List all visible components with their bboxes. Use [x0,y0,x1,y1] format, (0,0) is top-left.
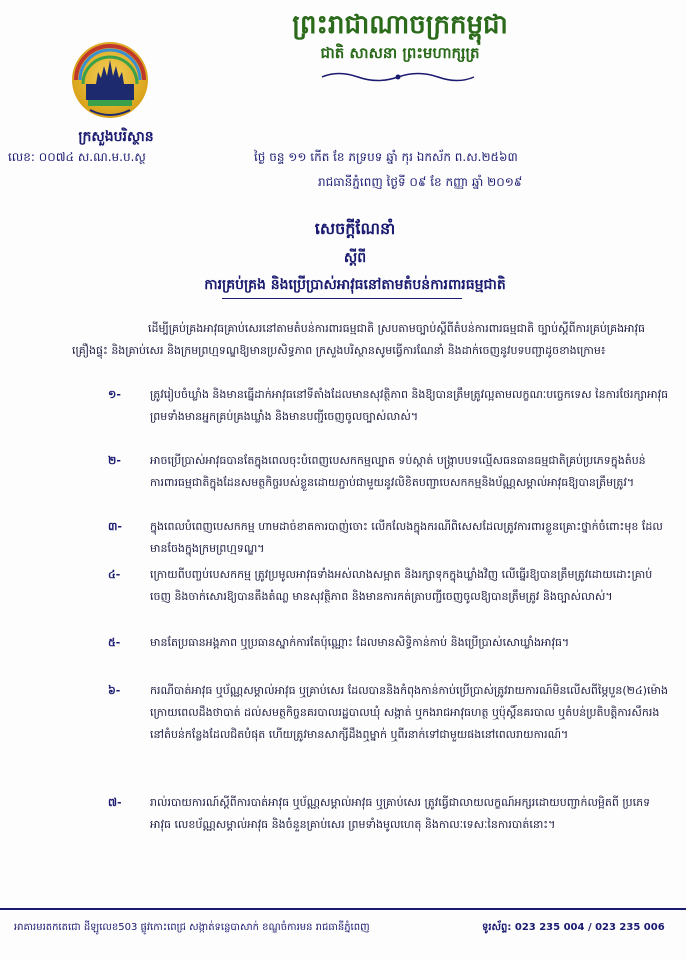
title-about: ស្តីពី [343,250,367,266]
intro-paragraph: ដើម្បីគ្រប់គ្រងអាវុធគ្រាប់សេរនៅតាមតំបន់ការពារធម្មជាតិ ស្របតាមច្បាប់ស្តីពីតំបន់ការពារធម្មជាតិ ច្បាប់ស្តីពីការគ្រប់គ្រងអាវុធ គ្រឿងផ្ទុះ និងគ្រាប់សេរ និងក្រមព្រហ្មទណ្ឌឱ្យមានប្រសិទ្ធភាព ក្រសួងបរិស្ថានសូមធ្វើការណែនាំ និងដាក់ចេញនូវបទបញ្ជាដូចខាងក្រោម៖ [72,322,645,357]
city-date: រាជធានីភ្នំពេញ ថ្ងៃទី ០៩ ខែ កញ្ញា ឆ្នាំ ២០១៩ [318,175,523,189]
item-text: ករណីបាត់អាវុធ ឬប័ណ្ណសម្គាល់អាវុធ ឬគ្រាប់សេរ ដែលបាននិងកំពុងកាន់កាប់ប្រើប្រាស់ត្រូវរាយការណ៍មិនលើសពីម្ភៃបួន(២៤)ម៉ោងក្រោយពេលដឹងថាបាត់ ដល់សមត្ថកិច្ចនគរបាលរដ្ឋបាលឃុំ សង្កាត់ ឬកងរាជអាវុធហត្ថ ឬប៉ុស្តិ៍នគរបាល ឬតំបន់ប្រតិបត្តិការសឹករងនៅតំបន់កន្លែងដែលជិតបំផុត ហើយត្រូវមានសាក្សីដឹងឮម្នាក់ ឬពីរនាក់ទៅជាមួយផងនៅពេលរាយការណ៍។ [150,684,668,741]
item-text: ក្រោយពីបញ្ចប់បេសកកម្ម ត្រូវប្រមូលអាវុធទាំងអស់លាងសម្អាត និងរក្សាទុកក្នុងឃ្លាំងវិញ លើធ្នើរឱ្យបានត្រឹមត្រូវដោយដោះគ្រាប់ចេញ និងចាក់សោរឱ្យបានតឹងតំណ្ល មានសុវត្ថិភាព និងមានការកត់ត្រាបញ្ជីចេញចូលឱ្យបានត្រឹមត្រូវ និងច្បាស់លាស់។ [150,568,653,603]
ministry-name: ក្រសួងបរិស្ថាន [78,129,154,145]
item-number: ៤- [108,568,121,581]
reference-number: លេខ: ០០៧៤ ស.ណ.ម.ប.ស្ថ [8,150,146,164]
ministry-logo-icon [70,40,150,120]
item-number: ១- [108,388,121,401]
divider-ornament-icon [318,70,478,84]
list-item [108,792,670,836]
item-number: ២- [108,454,121,467]
item-text: អាចប្រើប្រាស់អាវុធបានតែក្នុងពេលចុះបំពេញបេសកកម្មល្បាត ទប់ស្កាត់ បង្ក្រាបបទល្មើសធនធានធម្មជាតិគ្រប់ប្រភេទក្នុងតំបន់ការពារធម្មជាតិក្នុងដែនសមត្ថកិច្ចរបស់ខ្លួនដោយភ្ជាប់ជាមួយនូវលិខិតបញ្ជាបេសកកម្មនិងប័ណ្ណសម្គាល់អាវុធឱ្យបានត្រឹមត្រូវ។ [150,454,646,489]
kingdom-title: ព្រះរាជាណាចក្រកម្ពុជា [292,10,508,40]
footer-divider [0,908,686,910]
item-text: រាល់របាយការណ៍ស្តីពីការបាត់អាវុធ ឬប័ណ្ណសម្គាល់អាវុធ ឬគ្រាប់សេរ ត្រូវធ្វើជាលាយលក្ខណ៍អក្សរដោយបញ្ជាក់លម្អិតពី ប្រភេទអាវុធ លេខប័ណ្ណសម្គាល់អាវុធ និងចំនួនគ្រាប់សេរ ព្រមទាំងមូលហេតុ និងកាលៈទេសៈនៃការបាត់នោះ។ [150,796,651,831]
item-number: ៥- [108,636,121,649]
item-text: ក្នុងពេលបំពេញបេសកកម្ម ហាមដាច់ខាតការបាញ់ចោះ លើកលែងក្នុងករណីពិសេសដែលត្រូវការពារខ្លួនគ្រោះថ្នាក់ចំពោះមុខ ដែលមានចែងក្នុងក្រមព្រហ្មទណ្ឌ។ [150,520,663,555]
list-item [108,680,670,746]
document-subject: ការគ្រប់គ្រង និងប្រើប្រាស់អាវុធនៅតាមតំបន់ការពារធម្មជាតិ [204,277,506,293]
item-text: មានតែប្រធានអង្គភាព ឬប្រធានស្នាក់ការតែប៉ុណ្ណោះ ដែលមានសិទ្ធិកាន់កាប់ និងប្រើប្រាស់សោឃ្លាំងអាវុធ។ [150,636,570,649]
document-type-title: សេចក្តីណែនាំ [314,219,396,238]
title-underline [222,298,462,299]
item-number: ៧- [108,796,122,809]
item-text: ត្រូវរៀបចំឃ្លាំង និងមានធ្នើដាក់អាវុធនៅទីតាំងដែលមានសុវត្ថិភាព និងឱ្យបានត្រឹមត្រូវល្អតាមលក្ខណៈបច្ចេកទេស នៃការថែរក្សាអាវុធ ព្រមទាំងមានអ្នកគ្រប់គ្រងឃ្លាំង និងមានបញ្ជីចេញចូលច្បាស់លាស់។ [150,388,669,423]
list-item [108,384,670,428]
list-item [108,632,670,654]
item-number: ៣- [108,520,122,533]
lunar-date: ថ្ងៃ ចន្ទ ១១ កើត ខែ ភទ្របទ ឆ្នាំ កុរ ឯកស័ក ព.ស.២៥៦៣ [254,150,518,164]
footer-address: អាគារមរតកតេជោ ដីឡូលេខ503 ផ្លូវកោះពេជ្រ សង្កាត់ទន្លេបាសាក់ ខណ្ឌចំការមន រាជធានីភ្នំពេញ [14,922,370,933]
list-item [108,564,670,608]
item-number: ៦- [108,684,121,697]
list-item [108,450,670,494]
list-item [108,516,670,560]
footer-phone: ទូរស័ព្ទ: 023 235 004 / 023 235 006 [482,922,665,933]
national-motto: ជាតិ សាសនា ព្រះមហាក្សត្រ [320,44,480,62]
